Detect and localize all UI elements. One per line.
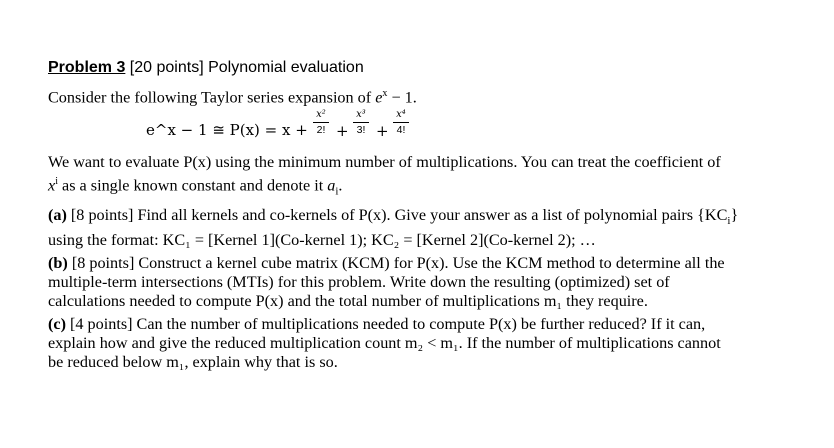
closing-brace: } xyxy=(730,206,739,225)
plus-sign: + xyxy=(376,122,389,141)
fraction-numerator: x² xyxy=(316,109,326,121)
part-b-line1 xyxy=(48,254,810,273)
part-b-text: [8 points] Construct a kernel cube matrix (KCM) for P(x). Use the KCM method to determine all the xyxy=(67,254,725,273)
problem-heading-rest: [20 points] Polynomial evaluation xyxy=(125,59,364,76)
intro-expr-tail: − 1. xyxy=(387,88,417,107)
subscript-i: i xyxy=(727,215,731,228)
superscript-i: i xyxy=(55,176,58,188)
fraction-numerator: x⁴ xyxy=(396,109,406,121)
intro-text: Consider the following Taylor series expansion of xyxy=(48,88,376,107)
fraction-bar xyxy=(313,122,329,123)
part-a-line1 xyxy=(48,206,810,231)
plus-sign: + xyxy=(336,122,349,141)
para1-text: as a single known constant and denote it xyxy=(57,176,328,195)
part-a-label: (a) xyxy=(48,206,67,225)
fraction-denominator: 4! xyxy=(396,124,406,137)
fraction-bar xyxy=(393,122,409,123)
fraction-numerator: x³ xyxy=(356,109,366,121)
part-b-line2: multiple-term intersections (MTIs) for this problem. Write down the resulting (optimized) set of xyxy=(48,273,670,292)
subscript-i: i xyxy=(335,186,339,199)
intro-expr-exponent: x xyxy=(382,88,388,99)
fraction-x2-over-2 xyxy=(310,109,332,137)
part-c-label: (c) xyxy=(48,315,66,334)
taylor-equation xyxy=(48,109,810,149)
para1-line1: We want to evaluate P(x) using the minimum number of multiplications. You can treat the coefficient of xyxy=(48,153,721,172)
problem-document xyxy=(48,58,810,372)
fraction-x4-over-24 xyxy=(390,109,412,137)
part-c-line3: be reduced below m₁, explain why that is so. xyxy=(48,353,338,372)
fraction-denominator: 2! xyxy=(316,124,326,137)
fraction-bar xyxy=(353,122,369,123)
part-a-line2: using the format: KC₁ = [Kernel 1](Co-kernel 1); KC₂ = [Kernel 2](Co-kernel 2); … xyxy=(48,231,596,250)
intro-expr-base: e xyxy=(375,88,383,107)
part-c-line1 xyxy=(48,315,810,334)
equation-lhs: e^x − 1 ≅ P(x) = x + xyxy=(146,121,308,140)
intro-line xyxy=(48,84,810,107)
var-a: a xyxy=(327,176,336,195)
para1-line2 xyxy=(48,172,810,202)
part-b-line3: calculations needed to compute P(x) and the total number of multiplications m₁ they require. xyxy=(48,292,648,311)
period: . xyxy=(338,176,343,195)
problem-number: Problem 3 xyxy=(48,59,126,76)
fraction-x3-over-6 xyxy=(350,109,372,137)
fraction-denominator: 3! xyxy=(356,124,366,137)
var-x: x xyxy=(48,176,56,195)
part-a-text: [8 points] Find all kernels and co-kernels of P(x). Give your answer as a list of polynomial pairs {KC xyxy=(66,206,728,225)
part-c-line2: explain how and give the reduced multiplication count m₂ < m₁. If the number of multiplications cannot xyxy=(48,334,721,353)
problem-heading xyxy=(48,58,810,78)
part-b-label: (b) xyxy=(48,254,68,273)
part-c-text: [4 points] Can the number of multiplications needed to compute P(x) be further reduced? If it can, xyxy=(65,315,706,334)
